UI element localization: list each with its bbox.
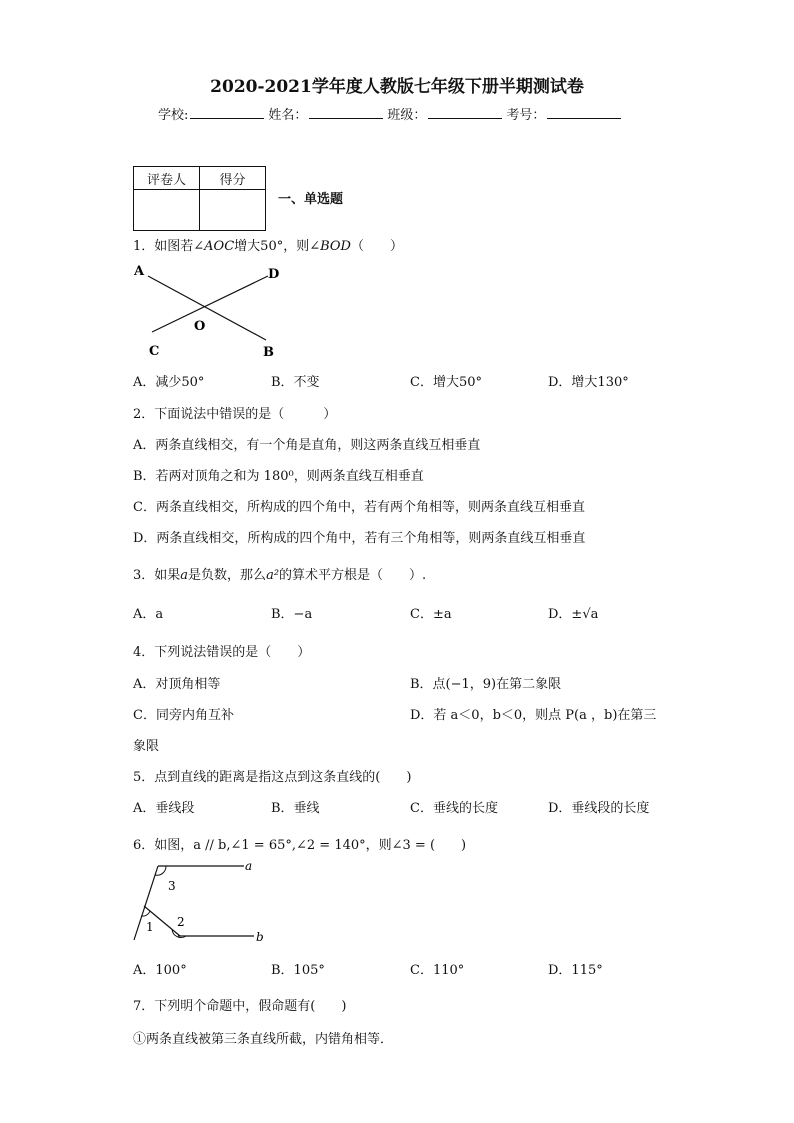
number-blank [547,106,621,119]
score-header: 得分 [200,167,266,190]
q1-stem-part: 增大50°，则∠ [234,239,321,254]
label-a: A [134,264,145,279]
q4-option-b[interactable]: B．点(−1，9)在第二象限 [410,677,562,692]
class-label: 班级： [387,108,427,123]
reviewer-header: 评卷人 [134,167,200,190]
q2-option-a[interactable]: A．两条直线相交，有一个角是直角，则这两条直线互相垂直 [133,438,481,453]
q4-option-d[interactable]: D．若 a＜0，b＜0，则点 P(a ，b)在第三 [410,708,657,723]
q3-stem-part: 是负数，那么 [188,568,267,583]
q2-option-b[interactable]: B．若两对顶角之和为 180⁰，则两条直线互相垂直 [133,469,424,484]
q6-figure [128,856,278,948]
page-title: 2020-2021学年度人教版七年级下册半期测试卷 [210,77,584,97]
reviewer-cell [134,190,200,231]
q3-option-c[interactable]: C．±a [410,607,452,622]
q5-option-c[interactable]: C．垂线的长度 [410,801,498,816]
q1-figure [128,258,288,366]
q5-option-b[interactable]: B．垂线 [271,801,320,816]
label-c: C [149,344,160,359]
q1-stem [133,235,403,254]
label-b: B [263,345,274,360]
school-blank [190,106,264,119]
q6-option-a[interactable]: A．100° [133,963,187,978]
q5-stem: 5．点到直线的距离是指这点到这条直线的( ) [133,770,412,785]
q3-option-d[interactable]: D．±√a [548,607,599,622]
label-2: 2 [177,915,185,929]
label-d: D [268,267,280,282]
q1-option-b[interactable]: B．不变 [271,375,320,390]
q4-option-d-continued: 象限 [133,739,160,754]
q7-statement-1: ①两条直线被第三条直线所截，内错角相等． [133,1032,394,1047]
label-b: b [256,930,264,944]
section-heading: 一、单选题 [278,192,344,207]
q3-option-b[interactable]: B．−a [271,607,313,622]
q3-stem-part: 的算术平方根是（ ）. [279,568,427,583]
q2-option-c[interactable]: C．两条直线相交，所构成的四个角中，若有两个角相等，则两条直线互相垂直 [133,500,585,515]
score-table [133,166,266,231]
q2-stem: 2．下面说法中错误的是（ ） [133,407,337,422]
q6-option-d[interactable]: D．115° [548,963,603,978]
q3-square: a² [266,568,280,583]
q6-option-c[interactable]: C．110° [410,963,465,978]
q4-option-c[interactable]: C．同旁内角互补 [133,708,234,723]
q1-option-d[interactable]: D．增大130° [548,375,629,390]
label-a: a [245,859,253,873]
student-info [158,104,625,123]
name-blank [309,106,383,119]
q4-option-a[interactable]: A．对顶角相等 [133,677,221,692]
class-blank [428,106,502,119]
q1-option-c[interactable]: C．增大50° [410,375,482,390]
q5-option-d[interactable]: D．垂线段的长度 [548,801,650,816]
q6-option-b[interactable]: B．105° [271,963,325,978]
line-cd [152,276,268,332]
q1-stem-part: 1．如图若∠ [133,239,205,254]
q1-angle-var: BOD [320,239,351,254]
q2-option-d[interactable]: D．两条直线相交，所构成的四个角中，若有三个角相等，则两条直线互相垂直 [133,531,586,546]
q3-var: a [180,568,189,583]
q7-stem: 7．下列明个命题中，假命题有( ) [133,999,347,1014]
number-label: 考号： [506,108,546,123]
label-1: 1 [146,920,154,934]
q1-option-a[interactable]: A．减少50° [133,375,205,390]
label-o: O [194,319,206,334]
score-cell [200,190,266,231]
q1-angle-var: AOC [204,239,235,254]
q3-option-a[interactable]: A．a [133,607,164,622]
q3-stem-part: 3．如果 [133,568,181,583]
name-label: 姓名： [268,108,308,123]
q3-stem [133,564,426,583]
q1-stem-part: （ ） [350,239,403,254]
q5-option-a[interactable]: A．垂线段 [133,801,195,816]
school-label: 学校: [158,108,189,123]
label-3: 3 [168,879,176,893]
q4-stem: 4．下列说法错误的是（ ） [133,645,311,660]
q6-stem: 6．如图，a // b,∠1 = 65°,∠2 = 140°，则∠3 = ( ) [133,838,467,853]
